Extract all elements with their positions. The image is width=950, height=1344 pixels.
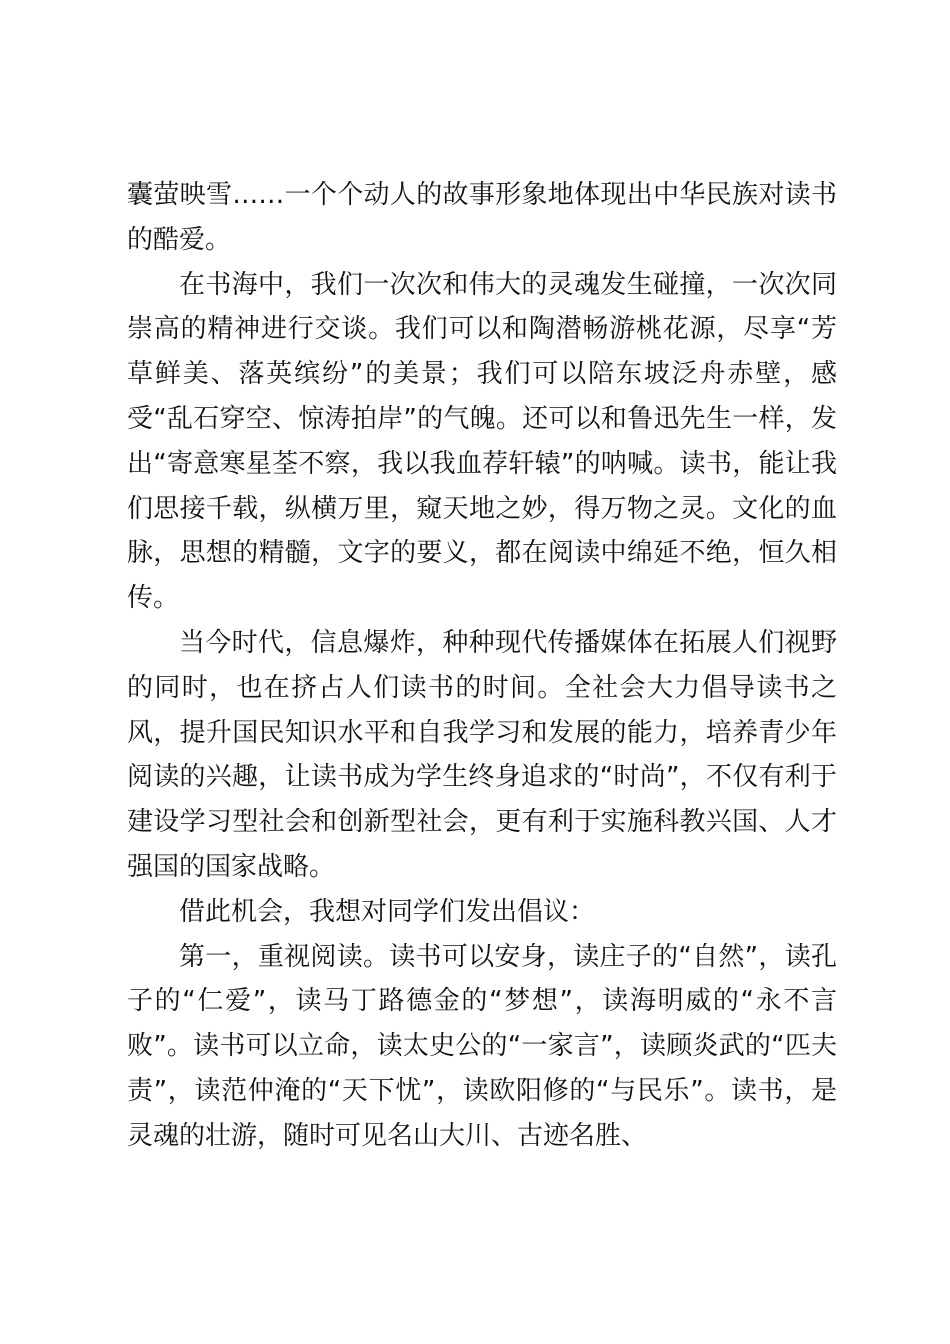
paragraph-3: 当今时代，信息爆炸，种种现代传播媒体在拓展人们视野的同时，也在挤占人们读书的时间。全社会大力倡导读书之风，提升国民知识水平和自我学习和发展的能力，培养青少年阅读的兴趣，让读书成为学生终身追求的“时尚”，不仅有利于建设学习型社会和创新型社会，更有利于实施科教兴国、人才强国的国家战略。: [127, 627, 837, 882]
body-text: [127, 173, 837, 1159]
paragraph-2: 在书海中，我们一次次和伟大的灵魂发生碰撞，一次次同崇高的精神进行交谈。我们可以和陶潜畅游桃花源，尽享“芳草鲜美、落英缤纷”的美景；我们可以陪东坡泛舟赤壁，感受“乱石穿空、惊涛拍岸”的气魄。还可以和鲁迅先生一样，发出“寄意寒星荃不察，我以我血荐轩辕”的呐喊。读书，能让我们思接千载，纵横万里，窥天地之妙，得万物之灵。文化的血脉，思想的精髓，文字的要义，都在阅读中绵延不绝，恒久相传。: [127, 269, 837, 614]
paragraph-4: 借此机会，我想对同学们发出倡议：: [179, 896, 596, 927]
paragraph-1: 囊萤映雪……一个个动人的故事形象地体现出中华民族对读书的酷爱。: [127, 180, 837, 255]
paragraph-5: 第一，重视阅读。读书可以安身，读庄子的“自然”，读孔子的“仁爱”，读马丁路德金的“梦想”，读海明威的“永不言败”。读书可以立命，读太史公的“一家言”，读顾炎武的“匹夫责”，读范仲淹的“天下忧”，读欧阳修的“与民乐”。读书，是灵魂的壮游，随时可见名山大川、古迹名胜、: [127, 941, 837, 1151]
